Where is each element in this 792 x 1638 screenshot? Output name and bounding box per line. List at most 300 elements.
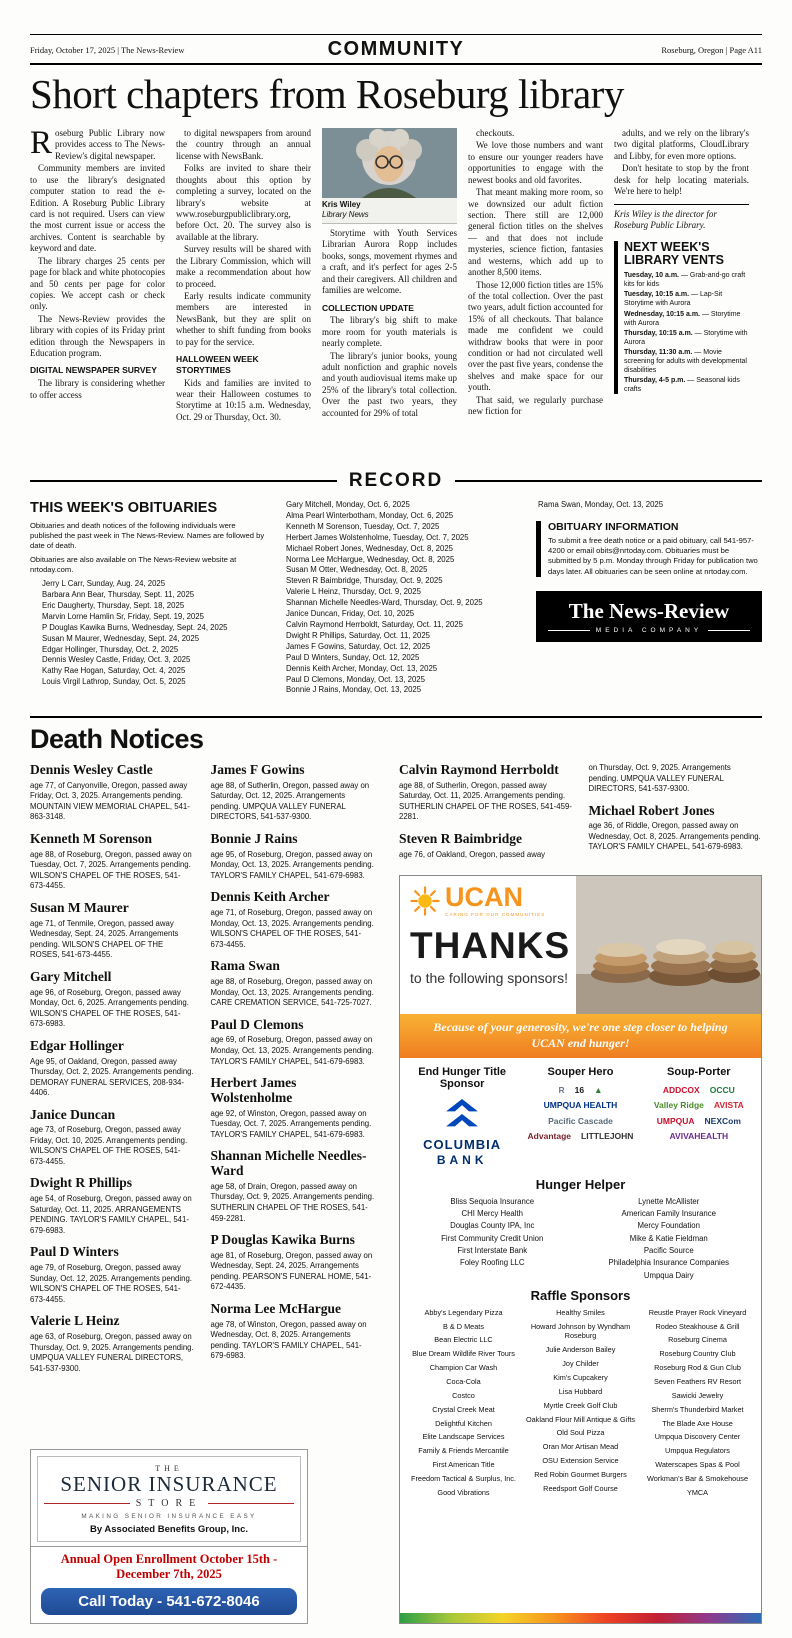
death-notice-column-1 <box>30 763 195 1383</box>
article-text: Community members are invited to use the library's designated computer station to read the e-Edition. A Roseburg Public Library card is not required. Users can view the most current issue or access the archives. Content is searchable by keyword and date. <box>30 163 165 254</box>
ucan-brand-name: UCAN <box>445 882 523 913</box>
article-column-5-text <box>614 128 749 198</box>
hunger-helper-left <box>408 1196 577 1282</box>
sponsor-name: Elite Landscape Services <box>422 1432 505 1442</box>
sponsor-name: First Community Credit Union <box>441 1233 544 1243</box>
obituaries-right-column <box>536 500 762 708</box>
main-headline: Short chapters from Roseburg library <box>30 71 624 117</box>
ucan-ad-top-left <box>400 876 576 1014</box>
death-notice-name: Gary Mitchell <box>30 968 112 984</box>
obituary-entry: Rama Swan, Monday, Oct. 13, 2025 <box>538 500 664 510</box>
obituary-entry: Herbert James Wolstenholme, Tuesday, Oct. 7, 2025 <box>286 532 469 542</box>
obituary-entry: Jerry L Carr, Sunday, Aug. 24, 2025 <box>42 579 166 589</box>
death-notice-columns-right <box>399 763 762 869</box>
sponsor-name: Douglas County IPA, Inc <box>450 1221 535 1231</box>
death-notice-name: Paul D Clemons <box>210 1016 304 1032</box>
event-item <box>624 310 749 328</box>
sponsor-logo: Valley Ridge <box>653 1100 704 1111</box>
death-notice <box>30 1039 195 1099</box>
death-notice <box>211 1233 376 1293</box>
sponsor-name: OSU Extension Service <box>542 1456 619 1466</box>
record-title: RECORD <box>348 470 444 492</box>
death-notice-name: Kenneth M Sorenson <box>30 830 153 846</box>
sponsor-name: YMCA <box>686 1487 709 1497</box>
ucan-brand-row <box>410 884 572 917</box>
death-notice <box>399 763 573 823</box>
sponsor-logo: Pacific Cascade <box>548 1115 613 1126</box>
death-notice-name: Paul D Winters <box>30 1244 119 1260</box>
obituaries-intro-column <box>30 500 268 708</box>
obituary-entry: Bonnie J Rains, Monday, Oct. 13, 2025 <box>286 685 422 695</box>
record-divider <box>30 470 762 492</box>
article-text: Kids and families are invited to wear their Halloween costumes to Storytime at 10:15 a.m. Wednesday, Oct. 29 or Thursday, Oct. 30. <box>176 377 311 422</box>
senior-ad-byline: By Associated Benefits Group, Inc. <box>89 1524 249 1535</box>
news-review-logo <box>536 591 762 642</box>
obituaries-intro-1: Obituaries and death notices of the following individuals were published the past week in The News-Review. Names are followed by date of death. <box>30 521 265 551</box>
death-notice-name: Dennis Wesley Castle <box>30 762 153 778</box>
death-notice-text: age 71, of Roseburg, Oregon, passed away on Monday, Oct. 13, 2025. Arrangements pending. WILSON'S CHAPEL OF THE ROSES, 541-673-4455. <box>210 908 374 949</box>
hunger-helper-section <box>400 1171 761 1284</box>
death-notice-text: age 95, of Roseburg, Oregon, passed away on Monday, Oct. 13, 2025. Arrangements pending. TAYLOR'S FAMILY CHAPEL, 541-679-6983. <box>210 849 374 880</box>
sponsor-name: American Family Insurance <box>621 1209 716 1219</box>
event-time: Tuesday, 10:15 a.m. <box>624 291 690 299</box>
event-time: Thursday, 10:15 a.m. <box>624 329 693 337</box>
death-notice <box>211 1302 376 1362</box>
death-notice-name: Calvin Raymond Herrboldt <box>399 762 559 778</box>
sponsor-name: Roseburg Rod & Gun Club <box>654 1363 741 1373</box>
ucan-brand-tagline: CARING FOR OUR COMMUNITIES <box>445 912 546 918</box>
bowls-photo <box>576 876 761 1014</box>
death-notice <box>211 1149 376 1224</box>
sponsor-name: Workman's Bar & Smokehouse <box>646 1473 749 1483</box>
death-notices-right <box>399 763 762 1624</box>
red-rule <box>44 1503 130 1504</box>
obituary-list-2 <box>284 500 520 696</box>
red-rule <box>208 1503 294 1504</box>
sponsor-name: Bean Electric LLC <box>434 1335 493 1345</box>
obituaries-middle-column <box>284 500 520 708</box>
sponsor-logo: R <box>558 1085 565 1096</box>
death-notice-name: P Douglas Kawika Burns <box>210 1232 355 1248</box>
sponsor-name: Family & Friends Mercantile <box>418 1446 509 1456</box>
article-text: HALLOWEEN WEEK STORYTIMES <box>176 354 259 375</box>
death-notice-text: on Thursday, Oct. 9, 2025. Arrangements pending. UMPQUA VALLEY FUNERAL DIRECTORS, 541-537-9300. <box>588 763 731 794</box>
death-notice-name: Dennis Keith Archer <box>210 889 330 905</box>
death-notice <box>30 1314 195 1374</box>
sponsor-name: Abby's Legendary Pizza <box>424 1307 503 1317</box>
article-text: The library charges 25 cents per page for black and white photocopies and 50 cents per page for color copies. We accept cash or check only. <box>30 255 165 312</box>
death-notice-text: age 78, of Winston, Oregon, passed away on Wednesday, Oct. 8, 2025. Arrangements pending. TAYLOR'S FAMILY CHAPEL, 541-679-6983. <box>210 1319 367 1361</box>
obituary-info-text: To submit a free death notice or a paid obituary, call 541-957-4200 or email obits@nrtoday.com. Obituaries must be submitted by 5 p.m. Monday through Friday for publication two days later. All obituaries can be seen online at nrtoday.com. <box>548 535 758 576</box>
dateline: Friday, October 17, 2025 | The News-Review <box>30 44 185 55</box>
senior-insurance-ad <box>30 1449 308 1624</box>
sponsor-name: Lisa Hubbard <box>558 1386 603 1396</box>
article-text: Storytime with Youth Services Librarian Aurora Ropp includes books, songs, movement rhymes and a craft, and it's perfect for ages 2-5 and their caregivers. All children and families are welcome. <box>322 228 457 296</box>
sponsor-name: Pacific Source <box>643 1245 694 1255</box>
death-notice <box>211 832 376 881</box>
sponsor-logo: AVIVAHEALTH <box>669 1131 729 1142</box>
death-notice <box>211 1076 376 1140</box>
death-notice-text: age 88, of Sutherlin, Oregon, passed away Saturday, Oct. 11, 2025. Arrangements pending. SUTHERLIN CHAPEL OF THE ROSES, 541-459-2281. <box>399 780 572 822</box>
article-text: Early results indicate community members are interested in NewsBank, but they are split on whether to shift funding from books to pay for the service. <box>176 290 311 347</box>
photo-caption-name: Kris Wiley <box>322 200 361 210</box>
sponsor-name: Reedsport Golf Course <box>543 1483 618 1493</box>
death-notice <box>589 804 763 853</box>
article-text: The library is considering whether to offer access <box>30 378 165 400</box>
author-tagline: Kris Wiley is the director for Roseburg Public Library. <box>614 204 749 232</box>
news-review-logo-tagline: MEDIA COMPANY <box>548 627 750 634</box>
event-item <box>624 271 749 289</box>
article-column-1 <box>30 128 165 458</box>
death-notice <box>30 970 195 1030</box>
article-text: Survey results will be shared with the Library Commission, which will make a recommendation about how to proceed. <box>176 244 311 289</box>
sponsor-name: Crystal Creek Meat <box>432 1404 495 1414</box>
death-notice-text: age 77, of Canyonville, Oregon, passed away Friday, Oct. 3, 2025. Arrangements pending. MOUNTAIN VIEW MEMORIAL CHAPEL, 541-863-3148. <box>30 780 190 822</box>
death-notices-header <box>30 716 762 763</box>
death-notice-name: Norma Lee McHargue <box>210 1300 341 1316</box>
ucan-ad-top <box>400 876 761 1014</box>
obituary-entry: Paul D Clemons, Monday, Oct. 13, 2025 <box>286 674 425 684</box>
obituary-list-1 <box>30 579 268 688</box>
ucan-ad <box>399 875 762 1624</box>
article-column-2 <box>176 128 311 458</box>
death-notices-title: Death Notices <box>30 724 204 755</box>
article-text: checkouts. <box>476 128 515 139</box>
sponsor-name: Umpqua Discovery Center <box>654 1432 741 1442</box>
sponsor-name: Seven Feathers RV Resort <box>653 1377 742 1387</box>
ucan-thanks-subheading: to the following sponsors! <box>410 970 568 987</box>
death-notice-text: age 63, of Roseburg, Oregon, passed away on Thursday, Oct. 9, 2025. Arrangements pending. UMPQUA VALLEY FUNERAL DIRECTORS, 541-537-9300. <box>30 1332 194 1373</box>
events-list <box>624 271 749 394</box>
sponsor-name: Myrtle Creek Golf Club <box>543 1400 618 1410</box>
article-text: The library's junior books, young adult nonfiction and graphic novels and youth audiovisual items make up 25% of the library's total collection. Over the past two years, they accounted for 29% of total <box>322 350 457 418</box>
event-time: Thursday, 4-5 p.m. <box>624 377 686 385</box>
events-box-title: NEXT WEEK'S LIBRARY VENTS <box>624 239 725 268</box>
sponsor-name: Lynette McAllister <box>638 1196 700 1206</box>
article-column-3 <box>322 128 457 458</box>
obituary-entry: Calvin Raymond Herrboldt, Saturday, Oct. 11, 2025 <box>286 620 463 630</box>
death-notice-name: Steven R Baimbridge <box>399 830 522 846</box>
article-text: That meant making more room, so we downsized our adult fiction section. There still are 12,000 general fiction titles on the shelves — and that does not include mysteries, science fiction, fantasies and westerns, which add up to another 8,500 items. <box>468 187 603 278</box>
photo-caption <box>322 198 457 224</box>
sponsor-logo: NEXCom <box>704 1115 741 1126</box>
event-description: — Storytime with Aurora <box>624 330 748 346</box>
death-notice <box>211 763 376 823</box>
death-notice-name: Michael Robert Jones <box>588 802 715 818</box>
masthead <box>30 34 762 65</box>
obituaries-intro-2: Obituaries are also available on The News-Review website at nrtoday.com. <box>30 555 237 575</box>
hunger-helper-right <box>585 1196 754 1282</box>
section-title: COMMUNITY <box>327 38 465 60</box>
death-notice <box>30 1245 195 1305</box>
columbia-bank-logo <box>406 1099 518 1167</box>
sponsor-name: Champion Car Wash <box>429 1363 498 1373</box>
raffle-column-3 <box>642 1308 753 1502</box>
death-notice-text: age 76, of Oakland, Oregon, passed away <box>399 849 546 859</box>
article-column-5 <box>614 128 749 458</box>
death-notice <box>30 1176 195 1236</box>
sponsor-name: Reustle Prayer Rock Vineyard <box>648 1307 747 1317</box>
sponsor-name: Oran Mor Artisan Mead <box>542 1442 619 1452</box>
death-notices-left <box>30 763 375 1624</box>
obituary-entry: Kenneth M Sorenson, Tuesday, Oct. 7, 2025 <box>286 521 440 531</box>
portrait-illustration <box>322 128 457 198</box>
death-notice-text: age 88, of Roseburg, Oregon, passed away on Tuesday, Oct. 7, 2025. Arrangements pending. WILSON'S CHAPEL OF THE ROSES, 541-673-4455. <box>30 849 192 891</box>
obituary-entry: Dennis Wesley Castle, Friday, Oct. 3, 2025 <box>42 655 191 665</box>
ucan-banner: Because of your generosity, we're one step closer to helping UCAN end hunger! <box>400 1014 761 1057</box>
article-text: to digital newspapers from around the country through an annual license with NewsBank. <box>176 128 311 161</box>
obituary-entry: Norma Lee McHargue, Wednesday, Oct. 8, 2025 <box>286 554 455 564</box>
sponsor-name: Oakland Flour Mill Antique & Gifts <box>525 1414 636 1424</box>
event-time: Wednesday, 10:15 a.m. <box>624 310 700 318</box>
columbia-bank-name: COLUMBIA <box>423 1136 502 1152</box>
obituary-entry: Alma Pearl Winterbotham, Monday, Oct. 6, 2025 <box>286 510 454 520</box>
title-sponsor-heading: End Hunger Title Sponsor <box>418 1065 507 1091</box>
senior-ad-enrollment: Annual Open Enrollment October 15th - December 7th, 2025 <box>31 1546 307 1585</box>
death-notice-text: age 69, of Roseburg, Oregon, passed away on Monday, Oct. 13, 2025. Arrangements pending. TAYLOR'S FAMILY CHAPEL, 541-679-6983. <box>210 1035 374 1066</box>
article-text: Roseburg Public Library now provides access to The News-Review's digital newspaper. <box>30 128 165 162</box>
event-item <box>624 376 749 394</box>
obituary-entry: Susan M Maurer, Wednesday, Sept. 24, 2025 <box>42 633 200 643</box>
soup-porter-logos <box>643 1084 755 1143</box>
record-section <box>30 500 762 708</box>
sponsor-name: Kim's Cupcakery <box>553 1373 608 1383</box>
death-notice-text: age 88, of Roseburg, Oregon, passed away on Monday, Oct. 13, 2025. Arrangements pending. CARE CREMATION SERVICE, 541-725-7027. <box>210 977 374 1008</box>
senior-ad-store <box>44 1498 294 1509</box>
obituary-entry: Edgar Hollinger, Thursday, Oct. 2, 2025 <box>42 644 179 654</box>
death-notice-text: age 88, of Sutherlin, Oregon, passed away on Saturday, Oct. 12, 2025. Arrangements pending. UMPQUA VALLEY FUNERAL DIRECTORS, 541-537-9300. <box>210 780 370 822</box>
obituary-entry: Dennis Keith Archer, Monday, Oct. 13, 2025 <box>286 663 438 673</box>
sponsor-logo: ADDCOX <box>662 1085 700 1096</box>
article-text: That said, we regularly purchase new fiction for <box>468 394 603 417</box>
obituary-info-box <box>536 521 762 577</box>
event-item <box>624 329 749 347</box>
article-text: Folks are invited to share their thoughts about this option by completing a survey, located on the library's website at www.roseburgpubliclibrary.org, before Oct. 20. The survey also is available at the library. <box>176 163 311 242</box>
death-notice-text: age 54, of Roseburg, Oregon, passed away on Saturday, Oct. 11, 2025. ARRANGEMENTS PENDING. TAYLOR'S FAMILY CHAPEL, 541-679-6983. <box>30 1194 192 1235</box>
death-notice-text: age 58, of Drain, Oregon, passed away on Thursday, Oct. 9, 2025. Arrangements pending. SUTHERLIN CHAPEL OF THE ROSES, 541-459-2281. <box>210 1181 375 1223</box>
obituary-entry: Valerie L Heinz, Thursday, Oct. 9, 2025 <box>286 587 421 597</box>
ucan-thanks-heading: THANKS <box>410 925 571 967</box>
death-notice <box>399 832 573 860</box>
sponsor-name: B & D Meats <box>443 1321 484 1331</box>
senior-ad-call-button: Call Today - 541-672-8046 <box>41 1588 297 1615</box>
library-events-box <box>614 241 749 394</box>
death-notice <box>211 959 376 1008</box>
obituary-entry: Shannan Michelle Needles-Ward, Thursday, Oct. 9, 2025 <box>286 598 483 608</box>
sponsor-logo: AVISTA <box>713 1100 744 1111</box>
sponsor-name: Julie Anderson Bailey <box>545 1345 616 1355</box>
raffle-column-2 <box>525 1308 636 1502</box>
death-notice-name: Dwight R Phillips <box>30 1175 133 1191</box>
death-notice-name: Edgar Hollinger <box>30 1037 124 1053</box>
news-review-logo-name: The News-Review <box>568 598 730 623</box>
sponsor-name: Roseburg Cinema <box>668 1335 727 1345</box>
sponsor-name: CHI Mercy Health <box>461 1209 524 1219</box>
event-item <box>624 348 749 375</box>
sponsor-name: Mike & Katie Fieldman <box>629 1233 708 1243</box>
senior-ad-title: SENIOR INSURANCE <box>60 1471 278 1496</box>
ucan-sun-icon <box>410 886 440 916</box>
article-text: The library's big shift to make more room for youth materials is nearly complete. <box>322 315 457 349</box>
death-notice-column-4 <box>589 763 763 869</box>
death-notice-text: age 96, of Roseburg, Oregon, passed away Monday, Oct. 6, 2025. Arrangements pending. WILSON'S CHAPEL OF THE ROSES, 541-673-6983. <box>30 987 189 1029</box>
kris-wiley-photo <box>322 128 457 198</box>
raffle-sponsors-section <box>400 1284 761 1613</box>
death-notice-name: Rama Swan <box>210 958 280 974</box>
sponsor-name: Mercy Foundation <box>637 1221 700 1231</box>
sponsor-name: Roseburg Country Club <box>659 1349 736 1359</box>
event-time: Tuesday, 10 a.m. <box>624 272 679 280</box>
obituary-entry: Marvin Lorne Hamlin Sr, Friday, Sept. 19, 2025 <box>42 611 204 621</box>
senior-ad-the: THE <box>155 1463 183 1473</box>
obituary-entry: Kathy Rae Hogan, Saturday, Oct. 4, 2025 <box>42 666 186 676</box>
event-description: — Seasonal kids crafts <box>624 377 740 393</box>
sponsor-name: Red Robin Gourmet Burgers <box>534 1469 627 1479</box>
obituary-entry: Eric Daugherty, Thursday, Sept. 18, 2025 <box>42 600 185 610</box>
senior-insurance-logo <box>37 1456 301 1542</box>
death-notice <box>211 1018 376 1067</box>
sponsor-name: Sherm's Thunderbird Market <box>651 1404 744 1414</box>
sponsor-name: Costco <box>452 1390 475 1400</box>
sponsor-name: Old Soul Pizza <box>556 1428 605 1438</box>
article-column-3-text <box>322 228 457 419</box>
hunger-helper-heading: Hunger Helper <box>535 1176 626 1192</box>
obituary-entry: Michael Robert Jones, Wednesday, Oct. 8, 2025 <box>286 543 454 553</box>
raffle-column-1 <box>408 1308 519 1502</box>
obituary-list-3 <box>536 500 762 511</box>
death-notice-text: age 36, of Riddle, Oregon, passed away on Wednesday, Oct. 8, 2025. Arrangements pending. TAYLOR'S FAMILY CHAPEL, 541-679-6983. <box>588 821 761 852</box>
death-notice-text: age 92, of Winston, Oregon, passed away on Tuesday, Oct. 7, 2025. Arrangements pending. TAYLOR'S FAMILY CHAPEL, 541-679-6983. <box>210 1108 372 1139</box>
event-description: — Lap-Sit Storytime with Aurora <box>624 291 722 307</box>
columbia-bank-chevrons-icon <box>444 1099 480 1129</box>
souper-hero-heading: Souper Hero <box>547 1065 614 1078</box>
sponsor-name: Umpqua Regulators <box>665 1446 730 1456</box>
sponsor-logo: LITTLEJOHN <box>581 1131 634 1142</box>
obituary-entry: Janice Duncan, Friday, Oct. 10, 2025 <box>286 609 415 619</box>
soup-porter-tier <box>643 1066 755 1167</box>
sponsor-name: Foley Roofing LLC <box>459 1258 525 1268</box>
obituary-entry: P Douglas Kawika Burns, Wednesday, Sept. 24, 2025 <box>42 622 228 632</box>
senior-ad-store-label: STORE <box>135 1498 203 1509</box>
article-text: adults, and we rely on the library's two digital platforms, CloudLibrary and Libby, for even more options. <box>614 128 749 161</box>
sponsor-name: Philadelphia Insurance Companies <box>608 1258 729 1268</box>
death-notice <box>589 763 763 795</box>
sponsor-name: The Blade Axe House <box>662 1418 733 1428</box>
obituary-info-title: OBITUARY INFORMATION <box>548 520 679 533</box>
death-notice-column-3 <box>399 763 573 869</box>
death-notice <box>211 890 376 950</box>
obituary-entry: Paul D Winters, Sunday, Oct. 12, 2025 <box>286 652 420 662</box>
death-notice-text: age 73, of Roseburg, Oregon, passed away Friday, Oct. 10, 2025. Arrangements pending. WILSON'S CHAPEL OF THE ROSES, 541-673-4455. <box>30 1125 188 1166</box>
death-notice-text: age 81, of Roseburg, Oregon, passed away on Wednesday, Sept. 24, 2025. Arrangements pending. PEARSON'S FUNERAL HOME, 541-672-4435. <box>210 1250 373 1292</box>
article-text: DIGITAL NEWSPAPER SURVEY <box>30 365 157 376</box>
sponsor-name: Waterscapes Spas & Pool <box>655 1460 740 1470</box>
death-notice-name: James F Gowins <box>210 762 305 778</box>
death-notice-name: Shannan Michelle Needles-Ward <box>210 1148 367 1179</box>
page-info: Roseburg, Oregon | Page A11 <box>661 44 762 55</box>
article-text: We love those numbers and want to ensure our younger readers have opportunities to engage with the newest books and old favorites. <box>468 140 603 185</box>
title-sponsor-tier <box>406 1066 518 1167</box>
death-notice-text: age 71, of Tenmile, Oregon, passed away Wednesday, Sept. 24, 2025. Arrangements pending. WILSON'S CHAPEL OF THE ROSES, 541-673-4455. <box>30 918 179 960</box>
photo-caption-role: Library News <box>322 210 369 220</box>
article-text: Don't hesitate to stop by the front desk for help locating materials. We're here to help! <box>614 163 749 197</box>
obituary-entry: Gary Mitchell, Monday, Oct. 6, 2025 <box>286 500 410 510</box>
obituary-entry: Susan M Otter, Wednesday, Oct. 8, 2025 <box>286 565 428 575</box>
obituary-entry: Dwight R Phillips, Saturday, Oct. 11, 2025 <box>286 630 431 640</box>
sponsor-logo: OCCU <box>709 1085 735 1096</box>
death-notice <box>30 901 195 961</box>
sponsor-name: Blue Dream Wildlife River Tours <box>412 1349 515 1359</box>
sponsor-name: Freedom Tactical & Surplus, Inc. <box>411 1473 516 1483</box>
sponsor-name: Coca-Cola <box>446 1377 481 1387</box>
sponsor-name: Umpqua Dairy <box>643 1270 694 1280</box>
ucan-sponsor-tiers <box>400 1058 761 1171</box>
event-description: — Storytime with Aurora <box>624 311 740 327</box>
obituary-entry: Barbara Ann Bear, Thursday, Sept. 11, 2025 <box>42 590 195 600</box>
sponsor-name: Delightful Kitchen <box>435 1418 492 1428</box>
sponsor-name: First Interstate Bank <box>457 1245 528 1255</box>
sponsor-name: Joy Childer <box>562 1359 599 1369</box>
event-description: — Grab-and-go craft kits for kids <box>624 272 745 288</box>
sponsor-logo: 16 <box>574 1085 585 1096</box>
event-time: Thursday, 11:30 a.m. <box>624 348 693 356</box>
sponsor-logo: ▲ <box>594 1085 603 1096</box>
sponsor-name: First American Title <box>432 1460 495 1470</box>
sponsor-name: Sawicki Jewelry <box>671 1390 724 1400</box>
sponsor-logo: Advantage <box>527 1131 572 1142</box>
death-notice-columns-left <box>30 763 375 1383</box>
sponsor-logo: UMPQUA <box>656 1115 695 1126</box>
death-notice <box>30 1108 195 1168</box>
death-notice-name: Bonnie J Rains <box>210 830 298 846</box>
rainbow-bar <box>400 1613 761 1623</box>
death-notice-column-2 <box>211 763 376 1383</box>
death-notice-text: Age 95, of Oakland, Oregon, passed away Thursday, Oct. 2, 2025. Arrangements pending. DEMORAY FUNERAL SERVICES, 208-934-4406. <box>30 1056 194 1098</box>
sponsor-logo: UMPQUA HEALTH <box>543 1100 618 1111</box>
event-item <box>624 290 749 308</box>
article-text: COLLECTION UPDATE <box>322 302 414 313</box>
sponsor-name: Good Vibrations <box>437 1487 490 1497</box>
event-description: — Movie screening for adults with developmental disabilities <box>624 349 747 374</box>
souper-hero-tier <box>524 1066 636 1167</box>
death-notices-section <box>30 763 762 1624</box>
obituary-entry: Steven R Baimbridge, Thursday, Oct. 9, 2025 <box>286 576 443 586</box>
article-column-4 <box>468 128 603 458</box>
death-notice-name: Valerie L Heinz <box>30 1313 120 1329</box>
article-text: Those 12,000 fiction titles are 15% of the total collection. Over the past two years, adult fiction accounted for 15% of all checkouts. That balance made me confident we could withdraw books that were in poor condition or had not circulated well over the past five years, condense the shelves and make space for our youth. <box>468 279 603 393</box>
article <box>30 128 762 458</box>
senior-ad-tagline: MAKING SENIOR INSURANCE EASY <box>81 1513 257 1520</box>
death-notice <box>30 763 195 823</box>
death-notice-name: Susan M Maurer <box>30 899 129 915</box>
sponsor-name: Bliss Sequoia Insurance <box>450 1196 535 1206</box>
death-notice-text: age 79, of Roseburg, Oregon, passed away Sunday, Oct. 12, 2025. Arrangements pending. WILSON'S CHAPEL OF THE ROSES, 541-673-4455. <box>30 1263 192 1304</box>
death-notice-name: Herbert James Wolstenholme <box>210 1075 297 1105</box>
article-text: The News-Review provides the library with copies of its Friday print edition through the Newspapers in Education program. <box>30 313 165 359</box>
obituary-entry: Louis Virgil Lathrop, Sunday, Oct. 5, 2025 <box>42 677 186 687</box>
sponsor-name: Healthy Smiles <box>556 1307 605 1317</box>
sponsor-name: Rodeo Steakhouse & Grill <box>655 1321 740 1331</box>
obituary-entry: James F Gowins, Saturday, Oct. 12, 2025 <box>286 641 431 651</box>
souper-hero-logos <box>524 1084 636 1143</box>
death-notice <box>30 832 195 892</box>
columbia-bank-word: BANK <box>436 1152 488 1167</box>
sponsor-name: Howard Johnson by Wyndham Roseburg <box>530 1321 631 1341</box>
soup-porter-heading: Soup-Porter <box>667 1065 731 1078</box>
death-notice-name: Janice Duncan <box>30 1106 116 1122</box>
raffle-sponsors-heading: Raffle Sponsors <box>530 1287 631 1303</box>
obituaries-title: THIS WEEK'S OBITUARIES <box>30 500 218 517</box>
